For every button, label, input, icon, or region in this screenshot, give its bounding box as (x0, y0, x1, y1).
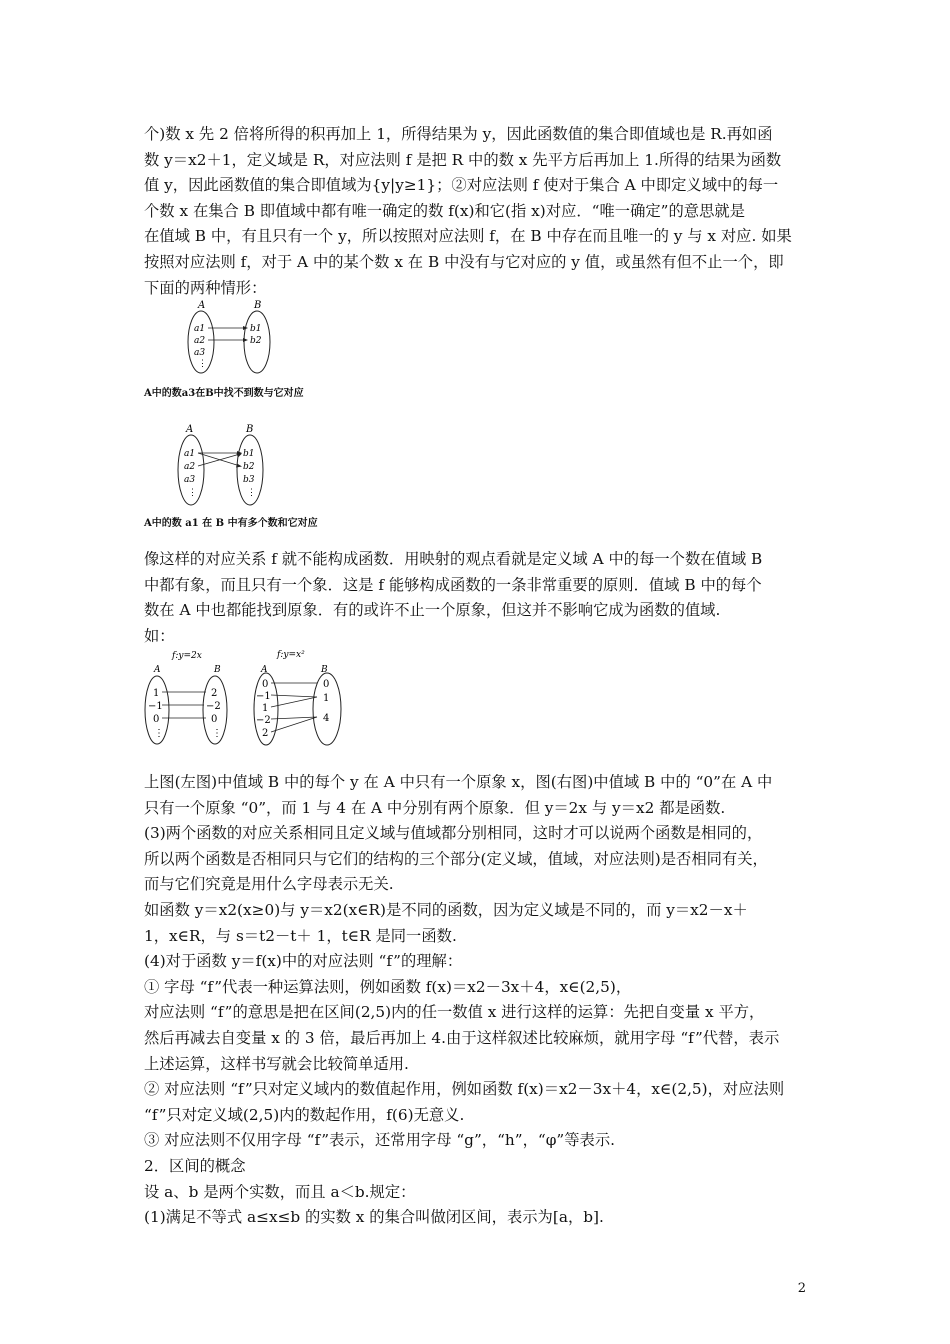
mapping-arrow (271, 695, 317, 697)
element-b: ⋮ (212, 728, 222, 739)
set-a-label: A (198, 300, 206, 311)
element-a: ⋮ (198, 359, 207, 369)
text-line: 1，x∈R，与 s＝t2－t＋ 1，t∈R 是同一函数. (144, 926, 457, 945)
paragraph-block-3 (144, 770, 810, 1231)
mapping-diagram-1 (180, 298, 280, 380)
element-b: 0 (211, 714, 218, 725)
text-line: 2．区间的概念 (144, 1156, 246, 1175)
function-label: f:y=2x (172, 651, 202, 661)
text-line: 像这样的对应关系 f 就不能构成函数．用映射的观点看就是定义域 A 中的每一个数在值域 B (144, 550, 763, 568)
paragraph-block-1 (144, 122, 810, 301)
set-a-label: A (261, 665, 268, 675)
set-b-label: B (246, 424, 254, 435)
set-a-label: A (186, 424, 194, 435)
set-b-label: B (321, 665, 328, 675)
text-line: 个数 x 在集合 B 即值域中都有唯一确定的数 f(x)和它(指 x)对应．“唯一确定”的意思就是 (144, 201, 745, 220)
element-a: a2 (194, 336, 206, 346)
element-a: 1 (262, 703, 269, 714)
text-line: 如函数 y＝x2(x≥0)与 y＝x2(x∈R)是不同的函数，因为定义域是不同的，而 y＝x2－x＋ (144, 900, 748, 919)
element-b: b2 (250, 336, 262, 346)
element-b: b1 (250, 324, 262, 334)
text-line: ① 字母 “f”代表一种运算法则，例如函数 f(x)＝x2－3x＋4，x∈(2,5)， (144, 977, 632, 996)
element-b: −2 (206, 701, 221, 712)
text-line: 上图(左图)中值域 B 中的每个 y 在 A 中只有一个原象 x，图(右图)中值域 B 中的 “0”在 A 中 (144, 773, 773, 791)
element-a: a1 (194, 324, 206, 334)
text-line: 数 y＝x2＋1，定义域是 R，对应法则 f 是把 R 中的数 x 先平方后再加上 1.所得的结果为函数 (144, 150, 782, 169)
text-line: 然后再减去自变量 x 的 3 倍，最后再加上 4.由于这样叙述比较麻烦，就用字母 “f”代替，表示 (144, 1028, 780, 1047)
text-line: 所以两个函数是否相同只与它们的结构的三个部分(定义域，值域，对应法则)是否相同有关， (144, 849, 768, 868)
mapping-diagram-y-2x (142, 648, 232, 748)
element-a: −1 (148, 701, 163, 712)
text-line: 设 a、b 是两个实数，而且 a＜b.规定： (144, 1182, 416, 1201)
text-line: 而与它们究竟是用什么字母表示无关. (144, 875, 394, 894)
paragraph-block-2 (144, 547, 810, 649)
element-b: b1 (243, 449, 255, 459)
text-line: (3)两个函数的对应关系相同且定义域与值域都分别相同，这时才可以说两个函数是相同的， (144, 824, 763, 843)
element-b: b2 (243, 462, 255, 472)
page-number: 2 (797, 1281, 806, 1296)
element-a: 1 (153, 688, 160, 699)
arrow-head (237, 454, 243, 458)
element-a: −1 (256, 691, 271, 702)
set-a-label: A (154, 665, 161, 675)
function-label: f:y=x² (277, 650, 305, 660)
text-line: 在值域 B 中，有且只有一个 y，所以按照对应法则 f，在 B 中存在而且唯一的 y 与 x 对应. 如果 (144, 227, 792, 246)
element-b: b3 (243, 475, 255, 485)
element-b: 1 (323, 693, 330, 704)
element-a: a3 (194, 348, 206, 358)
text-line: 只有一个原象 “0”，而 1 与 4 在 A 中分别有两个原象．但 y＝2x 与 y＝x2 都是函数. (144, 798, 726, 817)
element-a: 2 (262, 728, 269, 739)
set-b-label: B (214, 665, 221, 675)
element-a: 0 (153, 714, 160, 725)
text-line: 值 y，因此函数值的集合即值域为{y|y≥1}；②对应法则 f 使对于集合 A 中即定义域中的每一 (144, 176, 779, 195)
text-line: 中都有象，而且只有一个象．这是 f 能够构成函数的一条非常重要的原则．值域 B 中的每个 (144, 575, 762, 594)
text-line: 上述运算，这样书写就会比较简单适用. (144, 1054, 409, 1073)
text-line: 对应法则 “f”的意思是把在区间(2,5)内的任一数值 x 进行这样的运算：先把自变量 x 平方， (144, 1003, 765, 1022)
text-line: (4)对于函数 y＝f(x)中的对应法则 “f”的理解： (144, 952, 463, 971)
arrow-head (243, 338, 248, 342)
mapping-diagram-2 (174, 420, 274, 510)
figure-caption-2: A中的数 a1 在 B 中有多个数和它对应 (144, 518, 318, 529)
element-a: a2 (184, 462, 196, 472)
element-a: a1 (184, 449, 196, 459)
text-line: ② 对应法则 “f”只对定义域内的数值起作用，例如函数 f(x)＝x2－3x＋4，x∈(2,5)，对应法则 (144, 1080, 785, 1099)
text-line: 如： (144, 626, 175, 645)
element-a: −2 (256, 715, 271, 726)
text-line: 按照对应法则 f，对于 A 中的某个数 x 在 B 中没有与它对应的 y 值，或虽然有但不止一个，即 (144, 252, 784, 271)
text-line: 数在 A 中也都能找到原象．有的或许不止一个原象，但这并不影响它成为函数的值域. (144, 601, 721, 620)
arrow-head (236, 464, 242, 468)
text-line: 下面的两种情形： (144, 278, 267, 297)
element-b: 0 (323, 679, 330, 690)
text-line: (1)满足不等式 a≤x≤b 的实数 x 的集合叫做闭区间，表示为[a，b]. (144, 1208, 604, 1227)
element-b: 2 (211, 688, 218, 699)
text-line: 个)数 x 先 2 倍将所得的积再加上 1，所得结果为 y，因此函数值的集合即值域也是 R.再如函 (144, 125, 773, 143)
element-a: 0 (262, 679, 269, 690)
element-b: ⋮ (247, 488, 256, 498)
mapping-diagram-y-x2 (247, 645, 347, 750)
figure-caption-1: A中的数a3在B中找不到数与它对应 (144, 388, 304, 399)
element-a: a3 (184, 475, 196, 485)
element-a: ⋮ (154, 728, 164, 739)
text-line: “f”只对定义域(2,5)内的数起作用，f(6)无意义. (144, 1105, 465, 1124)
element-b: 4 (323, 713, 330, 724)
text-line: ③ 对应法则不仅用字母 “f”表示，还常用字母 “g”，“h”，“φ”等表示. (144, 1131, 615, 1150)
element-a: ⋮ (188, 488, 197, 498)
set-b-label: B (254, 300, 262, 311)
